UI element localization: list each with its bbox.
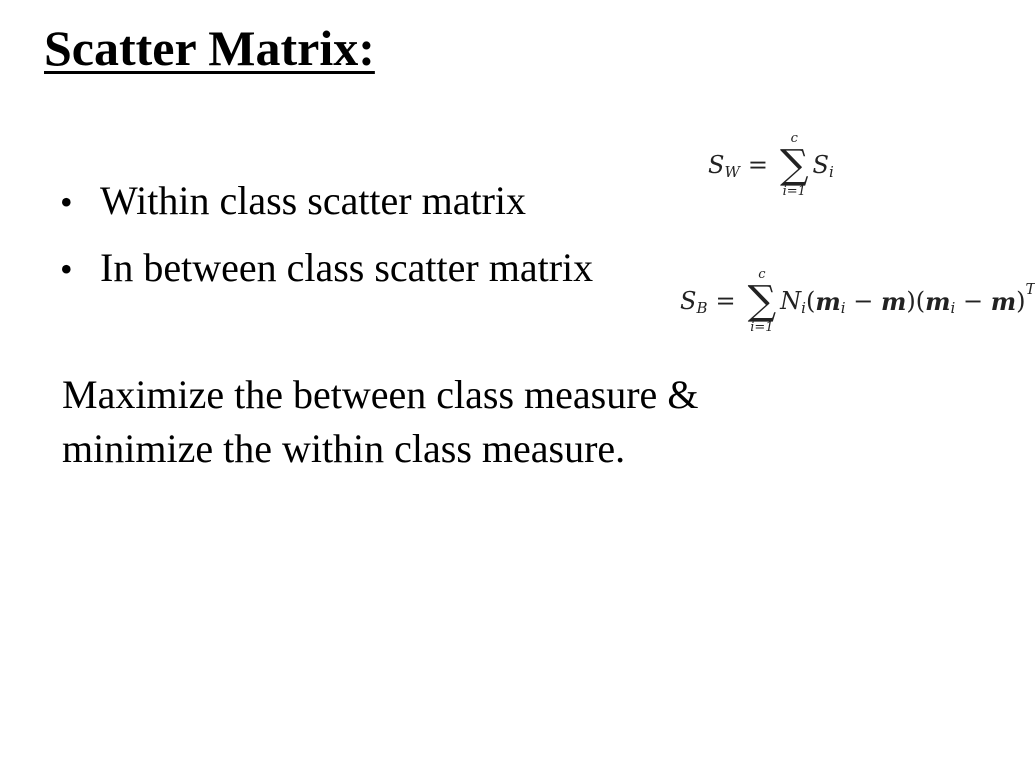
formula-lhs-sub: W bbox=[724, 163, 740, 181]
bullet-text: In between class scatter matrix bbox=[100, 245, 594, 290]
paren-open: ( bbox=[915, 287, 926, 315]
formula-n: N bbox=[780, 287, 802, 315]
minus-sign: − bbox=[845, 287, 881, 315]
summary-line-1: Maximize the between class measure & bbox=[62, 372, 699, 417]
bullet-within-class bbox=[60, 168, 593, 235]
mean-vector-i-sub: i bbox=[950, 299, 956, 317]
summary-line-2: minimize the within class measure. bbox=[62, 426, 626, 471]
sum-upper-limit: c bbox=[758, 267, 766, 282]
formula-n-sub: i bbox=[801, 299, 806, 317]
formula-equals: = bbox=[715, 287, 736, 315]
mean-vector-i: m bbox=[925, 286, 951, 316]
sum-upper-limit: c bbox=[790, 131, 798, 146]
bullet-text: Within class scatter matrix bbox=[100, 178, 527, 223]
formula-equals: = bbox=[747, 151, 768, 179]
minus-sign: − bbox=[955, 287, 991, 315]
paren-close: ) bbox=[906, 287, 916, 315]
mean-vector: m bbox=[990, 286, 1017, 316]
formula-term-sub: i bbox=[829, 163, 834, 181]
summation bbox=[780, 132, 809, 198]
formula-term: S bbox=[812, 151, 829, 179]
formula-lhs-sub: B bbox=[696, 299, 708, 317]
formula-lhs: S bbox=[708, 151, 725, 179]
sigma-icon: ∑ bbox=[747, 278, 777, 324]
bullet-dot: • bbox=[60, 182, 73, 222]
mean-vector-i: m bbox=[815, 286, 841, 316]
bullet-dot: • bbox=[60, 249, 73, 289]
transpose-sup: T bbox=[1025, 280, 1035, 298]
summary-text bbox=[62, 368, 862, 476]
bullet-between-class bbox=[60, 235, 593, 302]
summation bbox=[748, 268, 777, 334]
mean-vector: m bbox=[880, 286, 907, 316]
formula-between-class bbox=[680, 268, 1035, 334]
bullet-list bbox=[60, 168, 593, 302]
mean-vector-i-sub: i bbox=[840, 299, 846, 317]
slide-title: Scatter Matrix: bbox=[44, 20, 375, 76]
formula-within-class bbox=[708, 132, 834, 198]
paren-open: ( bbox=[805, 287, 816, 315]
sum-lower-limit: i=1 bbox=[782, 184, 806, 199]
sigma-icon: ∑ bbox=[779, 142, 809, 188]
formula-lhs: S bbox=[680, 287, 697, 315]
paren-close: ) bbox=[1016, 287, 1026, 315]
sum-lower-limit: i=1 bbox=[750, 320, 774, 335]
